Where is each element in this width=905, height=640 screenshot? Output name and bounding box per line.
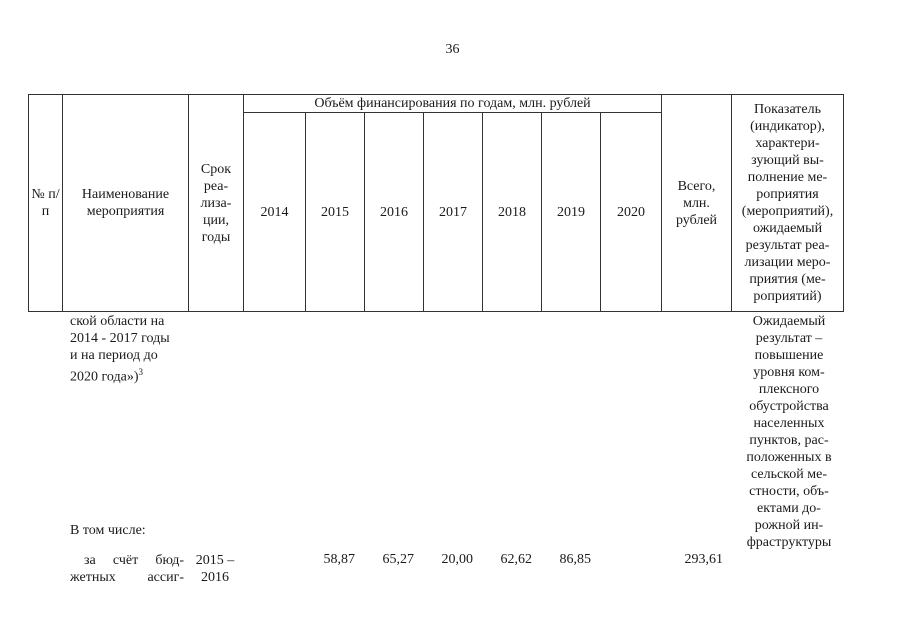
text-line: положенных в: [746, 450, 832, 465]
row-value-2018: 62,62: [500, 552, 532, 567]
text-line: ской области на: [70, 314, 165, 329]
text-line: рожной ин-: [754, 518, 824, 533]
header-total: Всего, млн. рублей: [662, 95, 732, 312]
row-value-2016: 65,27: [382, 552, 414, 567]
header-year-2020: 2020: [601, 113, 662, 312]
table-header: [28, 94, 844, 312]
row-value-2019: 86,85: [559, 552, 591, 567]
text-line: плексного: [758, 382, 820, 397]
text-line: стности, объ-: [749, 484, 829, 499]
text-line: населенных: [753, 416, 825, 431]
header-year-2019: 2019: [542, 113, 601, 312]
text-line: [70, 364, 200, 386]
header-funding-group: Объём финансирования по годам, млн. рублей: [244, 95, 662, 113]
text-line: пунктов, рас-: [749, 433, 829, 448]
header-year-2017: 2017: [424, 113, 483, 312]
text-line: обустройства: [749, 399, 829, 414]
text-line: ектами до-: [757, 501, 821, 516]
header-term: Срок реа-лиза-ции, годы: [189, 95, 244, 312]
text-line: результат –: [755, 331, 823, 346]
including-label: В том числе:: [70, 523, 146, 538]
text-line: 2016: [201, 570, 229, 585]
text-line: фраструктуры: [746, 535, 832, 550]
header-year-2015: 2015: [306, 113, 365, 312]
footnote-marker: 3: [138, 367, 143, 377]
text-line: Ожидаемый: [752, 314, 826, 329]
header-name: Наименование мероприятия: [63, 95, 189, 312]
expected-result: [733, 313, 845, 551]
text-line: повышение: [754, 348, 824, 363]
text-line-content: 2020 года»): [70, 369, 139, 385]
row-name: [70, 552, 184, 586]
text-line: жетных ассиг-: [70, 570, 184, 585]
text-line: уровня ком-: [753, 365, 825, 380]
row-value-2017: 20,00: [441, 552, 473, 567]
row-total: 293,61: [684, 552, 723, 567]
header-year-2014: 2014: [244, 113, 306, 312]
text-line: 2014 - 2017 годы: [70, 331, 170, 346]
row-value-2015: 58,87: [323, 552, 355, 567]
header-year-2018: 2018: [483, 113, 542, 312]
text-line: 2015 –: [195, 553, 235, 568]
row-term: [188, 552, 242, 586]
text-line: и на период до: [70, 348, 158, 363]
header-year-2016: 2016: [365, 113, 424, 312]
header-num: № п/п: [29, 95, 63, 312]
page-number: 36: [445, 42, 460, 57]
text-line: сельской ме-: [750, 467, 827, 482]
text-line: за счёт бюд-: [84, 553, 184, 568]
header-indicator: Показатель (индикатор), характери-зующий вы-полнение ме-роприятия (мероприятий), ожидаемый результат реа-лизации меро-приятия (ме-роприятий): [732, 95, 844, 312]
name-continuation: [70, 313, 200, 386]
